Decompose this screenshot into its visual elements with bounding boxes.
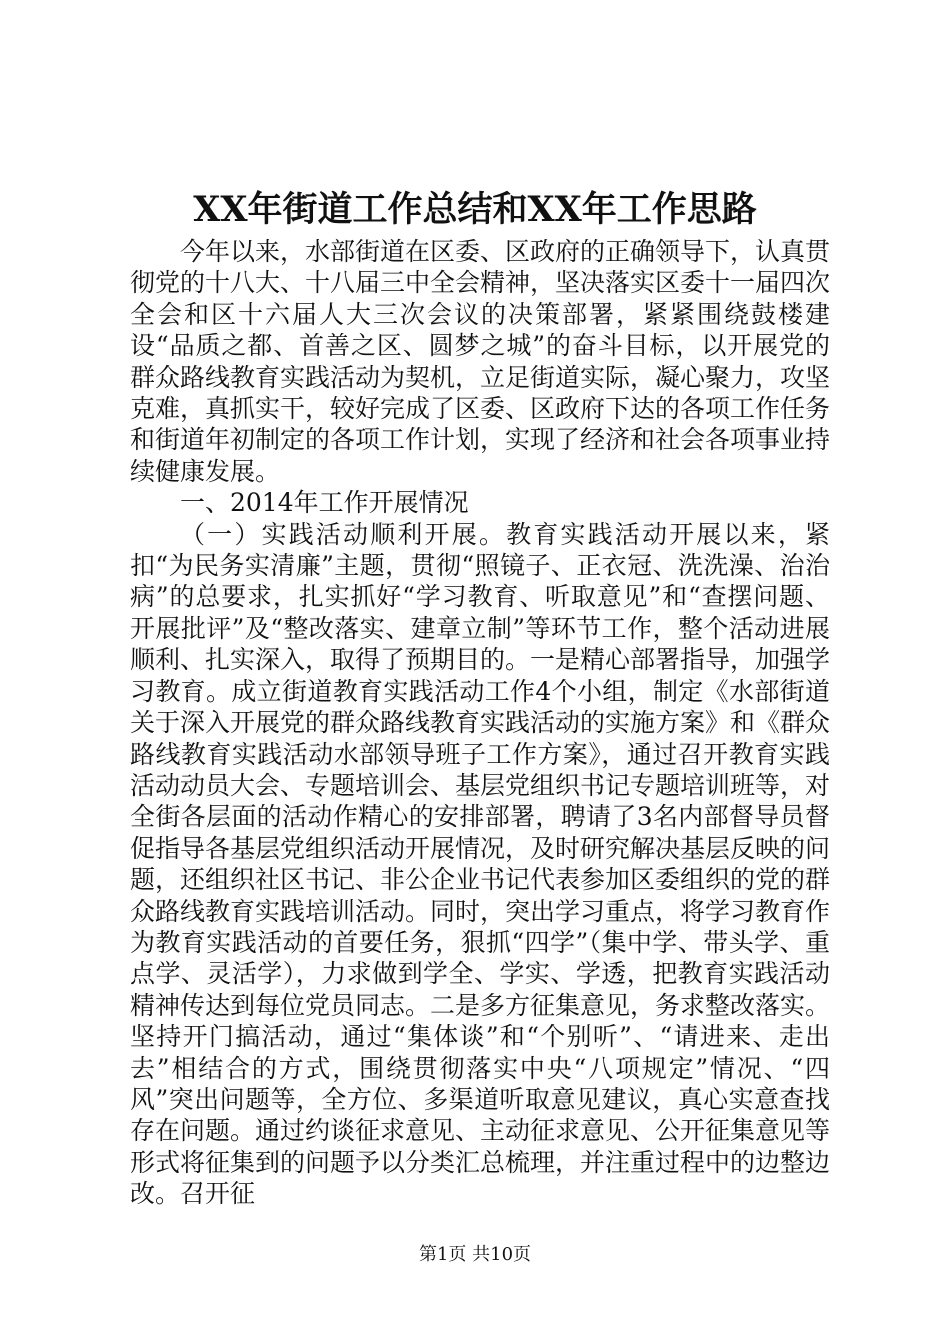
document-title: XX年街道工作总结和XX年工作思路 (193, 189, 757, 230)
section-heading: 一、2014年工作开展情况 (180, 488, 469, 518)
document-body (130, 236, 830, 1210)
paragraph-practice-activity: （一）实践活动顺利开展。教育实践活动开展以来，紧扣“为民务实清廉”主题，贯彻“照镜子、正衣冠、洗洗澡、治治病”的总要求，扎实抓好“学习教育、听取意见”和“查摆问题、开展批评”及“整改落实、建章立制”等环节工作，整个活动进展顺利、扎实深入，取得了预期目的。一是精心部署指导，加强学习教育。成立街道教育实践活动工作4个小组，制定《水部街道关于深入开展党的群众路线教育实践活动的实施方案》和《群众路线教育实践活动水部领导班子工作方案》，通过召开教育实践活动动员大会、专题培训会、基层党组织书记专题培训班等，对全街各层面的活动作精心的安排部署，聘请了3名内部督导员督促指导各基层党组织活动开展情况，及时研究解决基层反映的问题，还组织社区书记、非公企业书记代表参加区委组织的党的群众路线教育实践培训活动。同时，突出学习重点，将学习教育作为教育实践活动的首要任务，狠抓“四学”（集中学、带头学、重点学、灵活学），力求做到学全、学实、学透，把教育实践活动精神传达到每位党员同志。二是多方征集意见，务求整改落实。坚持开门搞活动，通过“集体谈”和“个别听”、“请进来、走出去”相结合的方式，围绕贯彻落实中央“八项规定”情况、“四风”突出问题等，全方位、多渠道听取意见建议，真心实意查找存在问题。通过约谈征求意见、主动征求意见、公开征集意见等形式将征集到的问题予以分类汇总梳理，并注重过程中的边整边改。召开征 (130, 519, 831, 1209)
paragraph-intro: 今年以来，水部街道在区委、区政府的正确领导下，认真贯彻党的十八大、十八届三中全会精神，坚决落实区委十一届四次全会和区十六届人大三次会议的决策部署，紧紧围绕鼓楼建设“品质之都、首善之区、圆梦之城”的奋斗目标，以开展党的群众路线教育实践活动为契机，立足街道实际，凝心聚力，攻坚克难，真抓实干，较好完成了区委、区政府下达的各项工作任务和街道年初制定的各项工作计划，实现了经济和社会各项事业持续健康发展。 (130, 237, 831, 486)
page-number-footer: 第1页 共10页 (418, 1244, 532, 1265)
